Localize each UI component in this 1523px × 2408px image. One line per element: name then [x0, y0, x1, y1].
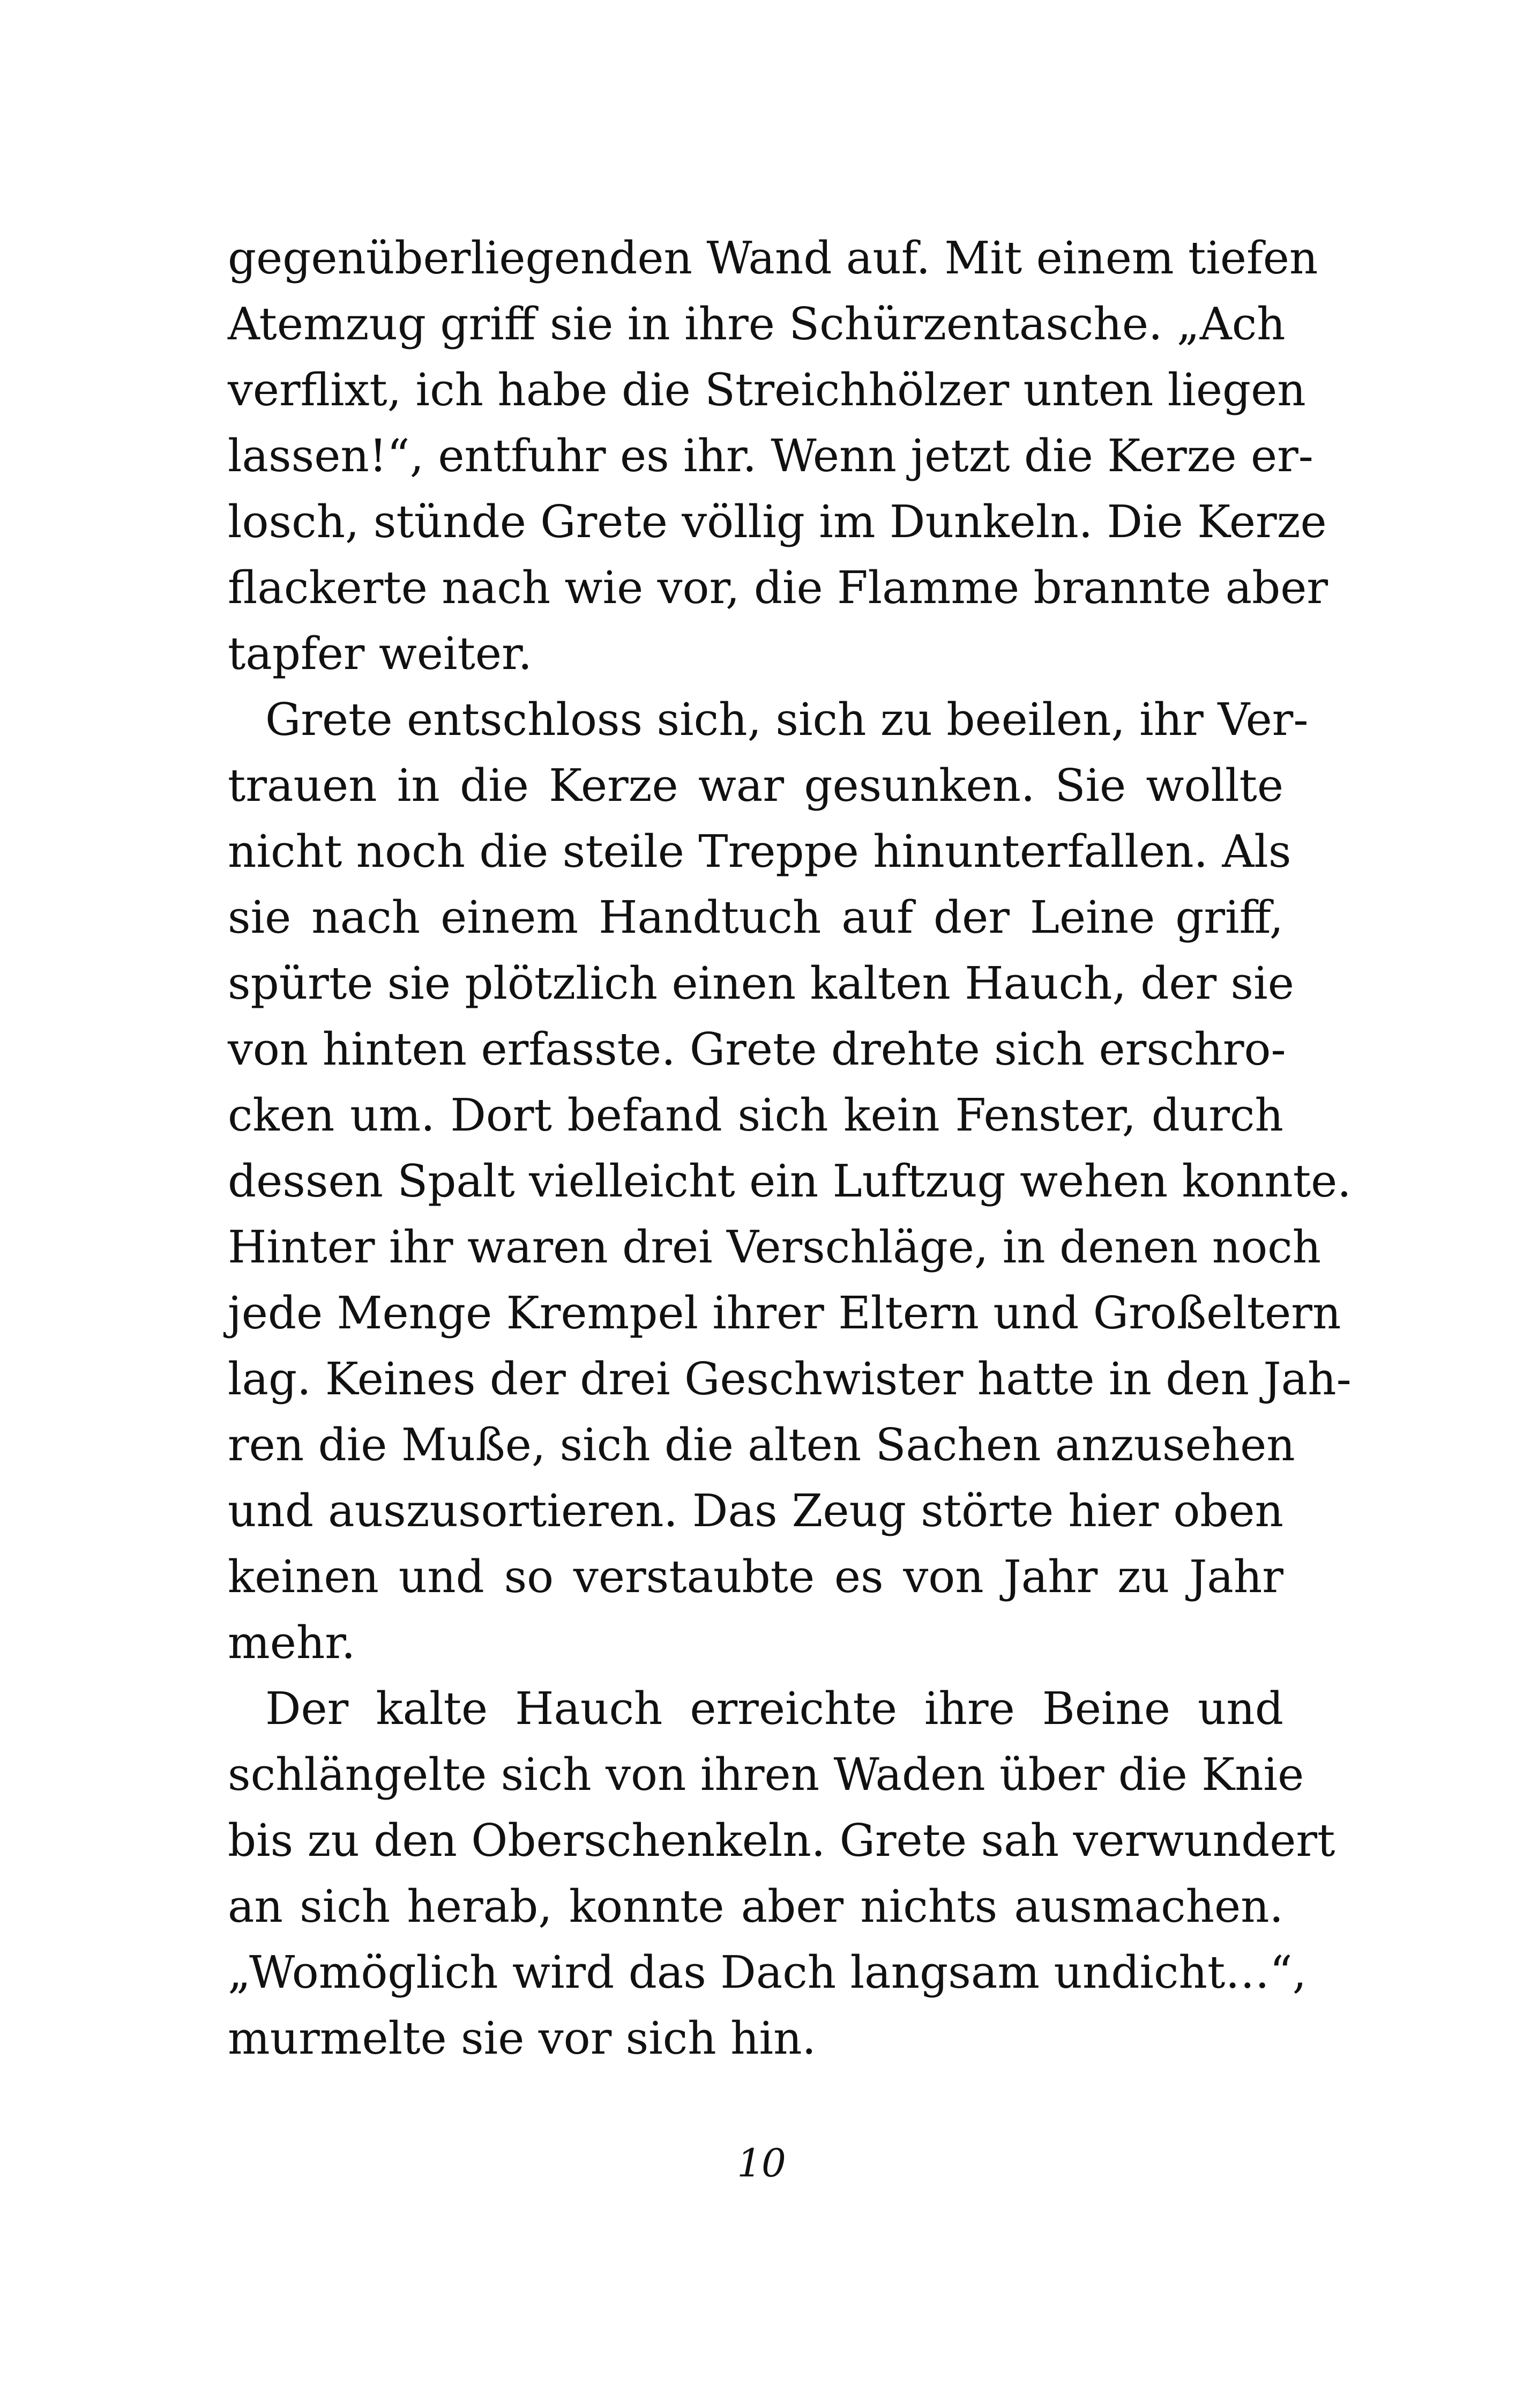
text-line: mehr.	[228, 1617, 356, 1669]
text-line: Atemzug griff sie in ihre Schürzentasche. „Ach	[228, 298, 1286, 350]
text-line: losch, stünde Grete völlig im Dunkeln. Die Kerze	[228, 496, 1327, 548]
text-line: Grete entschloss sich, sich zu beeilen, ihr Ver-	[265, 694, 1309, 746]
body-text	[228, 225, 1352, 2071]
text-line: keinen und so verstaubte es von Jahr zu Jahr	[228, 1551, 1283, 1603]
text-line: gegenüberliegenden Wand auf. Mit einem tiefen	[228, 232, 1318, 284]
text-line: Der kalte Hauch erreichte ihre Beine und	[265, 1683, 1283, 1735]
text-line: bis zu den Oberschenkeln. Grete sah verwundert	[228, 1815, 1335, 1867]
text-line: murmelte sie vor sich hin.	[228, 2012, 816, 2064]
text-line: „Womöglich wird das Dach langsam undicht…“,	[228, 1946, 1307, 1998]
text-line: tapfer weiter.	[228, 628, 532, 680]
text-line: von hinten erfasste. Grete drehte sich erschro-	[228, 1023, 1286, 1075]
text-line: trauen in die Kerze war gesunken. Sie wollte	[228, 760, 1283, 812]
text-line: ren die Muße, sich die alten Sachen anzusehen	[228, 1419, 1295, 1471]
text-line: nicht noch die steile Treppe hinunterfallen. Als	[228, 826, 1291, 878]
text-line: lag. Keines der drei Geschwister hatte in den Jah-	[228, 1353, 1352, 1405]
text-line: dessen Spalt vielleicht ein Luftzug wehen konnte.	[228, 1155, 1352, 1207]
text-line: sie nach einem Handtuch auf der Leine griff,	[228, 891, 1283, 943]
text-line: an sich herab, konnte aber nichts ausmachen.	[228, 1881, 1283, 1933]
text-line: cken um. Dort befand sich kein Fenster, durch	[228, 1089, 1283, 1141]
text-line: lassen!“, entfuhr es ihr. Wenn jetzt die Kerze er-	[228, 430, 1313, 482]
text-line: flackerte nach wie vor, die Flamme brannte aber	[228, 562, 1328, 614]
page-number: 10	[737, 2141, 786, 2186]
text-line: verflixt, ich habe die Streichhölzer unten liegen	[228, 364, 1306, 416]
text-line: spürte sie plötzlich einen kalten Hauch, der sie	[228, 957, 1294, 1009]
text-line: Hinter ihr waren drei Verschläge, in denen noch	[228, 1221, 1322, 1273]
text-line: jede Menge Krempel ihrer Eltern und Großeltern	[228, 1287, 1341, 1339]
text-line: und auszusortieren. Das Zeug störte hier oben	[228, 1485, 1283, 1537]
text-line: schlängelte sich von ihren Waden über die Knie	[228, 1749, 1304, 1801]
